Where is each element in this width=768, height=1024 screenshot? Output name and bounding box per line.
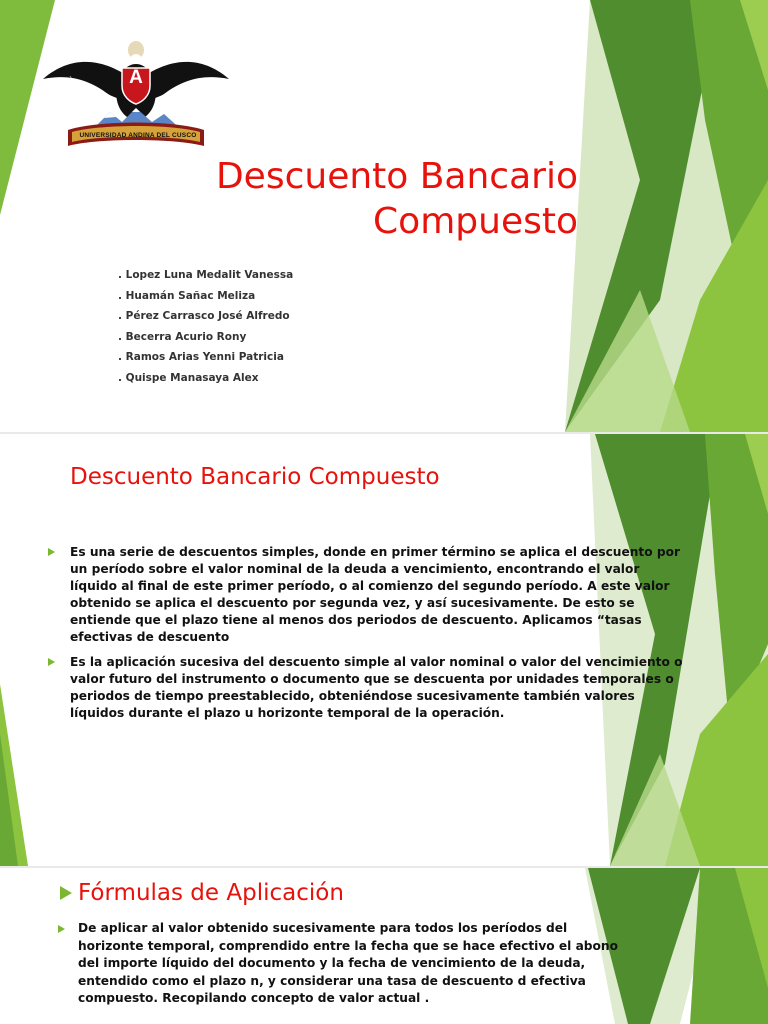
logo-letter: A xyxy=(129,67,143,88)
section-title: Descuento Bancario Compuesto xyxy=(70,464,440,490)
author-item: . Quispe Manasaya Alex xyxy=(118,371,259,384)
bullet-text: De aplicar al valor obtenido sucesivamente para todos los períodos del horizonte temporal, comprendido entre la fecha que se hace efectivo el abono del importe líquido del documento y la fecha de vencimiento de la deuda, entendido como el plazo n, y considerar una tasa de descuento d efectiva compuesto. Recopilando concepto de valor actual . xyxy=(78,921,618,1005)
bullet-item xyxy=(44,654,684,722)
author-item: . Huamán Sañac Meliza xyxy=(118,289,256,302)
section-title xyxy=(58,880,344,906)
slide-3 xyxy=(0,868,768,1024)
cover-title-line1: Descuento Bancario xyxy=(215,156,578,197)
bullet-item xyxy=(56,920,636,1008)
authors-list xyxy=(118,265,293,388)
bullet-item xyxy=(44,544,684,646)
bullet-arrow-icon xyxy=(48,548,55,556)
bullet-text: Es una serie de descuentos simples, donde en primer término se aplica el descuento por un período sobre el valor nominal de la deuda a vencimiento, encontrando el valor líquido al final de este primer período, o al comienzo del segundo período. A este valor obtenido se aplica el descuento por segunda vez, y así sucesivamente. De esto se entiende que el plazo tiene al menos dos periodos de descuento. Aplicamos “tasas efectivas de descuento xyxy=(70,545,680,644)
author-item: . Lopez Luna Medalit Vanessa xyxy=(118,269,294,281)
cover-title-line2: Compuesto xyxy=(373,201,578,242)
bullet-arrow-icon xyxy=(58,925,65,933)
cover-title xyxy=(118,154,578,244)
bullet-text: Es la aplicación sucesiva del descuento simple al valor nominal o valor del vencimiento o valor futuro del instrumento o documento que se descuenta por unidades temporales o periodos de tiempo preestablecido, obteniéndose sucesivamente también valores líquidos durante el plazo u horizonte temporal de la operación. xyxy=(70,655,683,720)
bullet-list xyxy=(44,544,684,730)
author-item: . Becerra Acurio Rony xyxy=(118,330,247,343)
bullet-arrow-icon xyxy=(48,658,55,666)
bullet-list xyxy=(56,920,636,1008)
section-title-text: Fórmulas de Aplicación xyxy=(78,880,344,906)
slide-1 xyxy=(0,0,768,432)
author-item: . Pérez Carrasco José Alfredo xyxy=(118,310,290,322)
slide-2 xyxy=(0,434,768,866)
logo-banner-text: UNIVERSIDAD ANDINA DEL CUSCO xyxy=(79,132,197,139)
author-item: . Ramos Arias Yenni Patricia xyxy=(118,351,284,363)
